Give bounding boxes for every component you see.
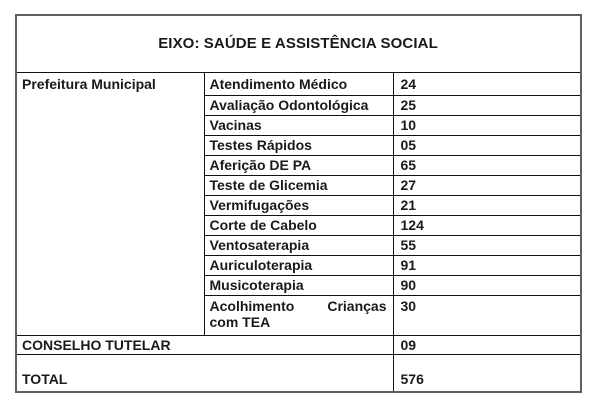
row-label-cell: Teste de Glicemia [204, 175, 393, 195]
row-value-cell: 05 [393, 135, 581, 155]
row-label-cell: Auriculoterapia [204, 255, 393, 275]
row-label-cell: Corte de Cabelo [204, 215, 393, 235]
row-label-line2: com TEA [209, 313, 271, 330]
row-label-cell: Ventosaterapia [204, 235, 393, 255]
table-title: EIXO: SAÚDE E ASSISTÊNCIA SOCIAL [16, 15, 581, 72]
row-label-cell: Aferição DE PA [204, 155, 393, 175]
row-label-word: Crianças [327, 297, 387, 314]
row-label-cell: Avaliação Odontológica [204, 95, 393, 115]
row-value-cell: 55 [393, 235, 581, 255]
row-label-cell: Vermifugações [204, 195, 393, 215]
row-label-cell: Atendimento Médico [204, 72, 393, 95]
row-label-cell: Testes Rápidos [204, 135, 393, 155]
total-label-cell: TOTAL [16, 354, 393, 392]
row-value-cell: 124 [393, 215, 581, 235]
row-value-cell: 25 [393, 95, 581, 115]
group-label-cell: Prefeitura Municipal [16, 72, 204, 335]
row-value-cell: 27 [393, 175, 581, 195]
table-row [16, 72, 581, 95]
summary-row [16, 335, 581, 354]
total-row [16, 354, 581, 392]
summary-value-cell: 09 [393, 335, 581, 354]
row-value-cell: 90 [393, 275, 581, 295]
table-header-row [16, 15, 581, 72]
row-value-cell: 65 [393, 155, 581, 175]
total-value-cell: 576 [393, 354, 581, 392]
row-value-cell: 30 [393, 295, 581, 335]
row-value-cell: 10 [393, 115, 581, 135]
row-label-word: Acolhimento [209, 297, 295, 314]
row-label-line1 [210, 298, 387, 314]
row-value-cell: 21 [393, 195, 581, 215]
row-label-cell: Vacinas [204, 115, 393, 135]
health-social-table [15, 14, 582, 393]
row-label-cell [204, 295, 393, 335]
row-label-cell: Musicoterapia [204, 275, 393, 295]
summary-label-cell: CONSELHO TUTELAR [16, 335, 393, 354]
row-value-cell: 91 [393, 255, 581, 275]
row-value-cell: 24 [393, 72, 581, 95]
